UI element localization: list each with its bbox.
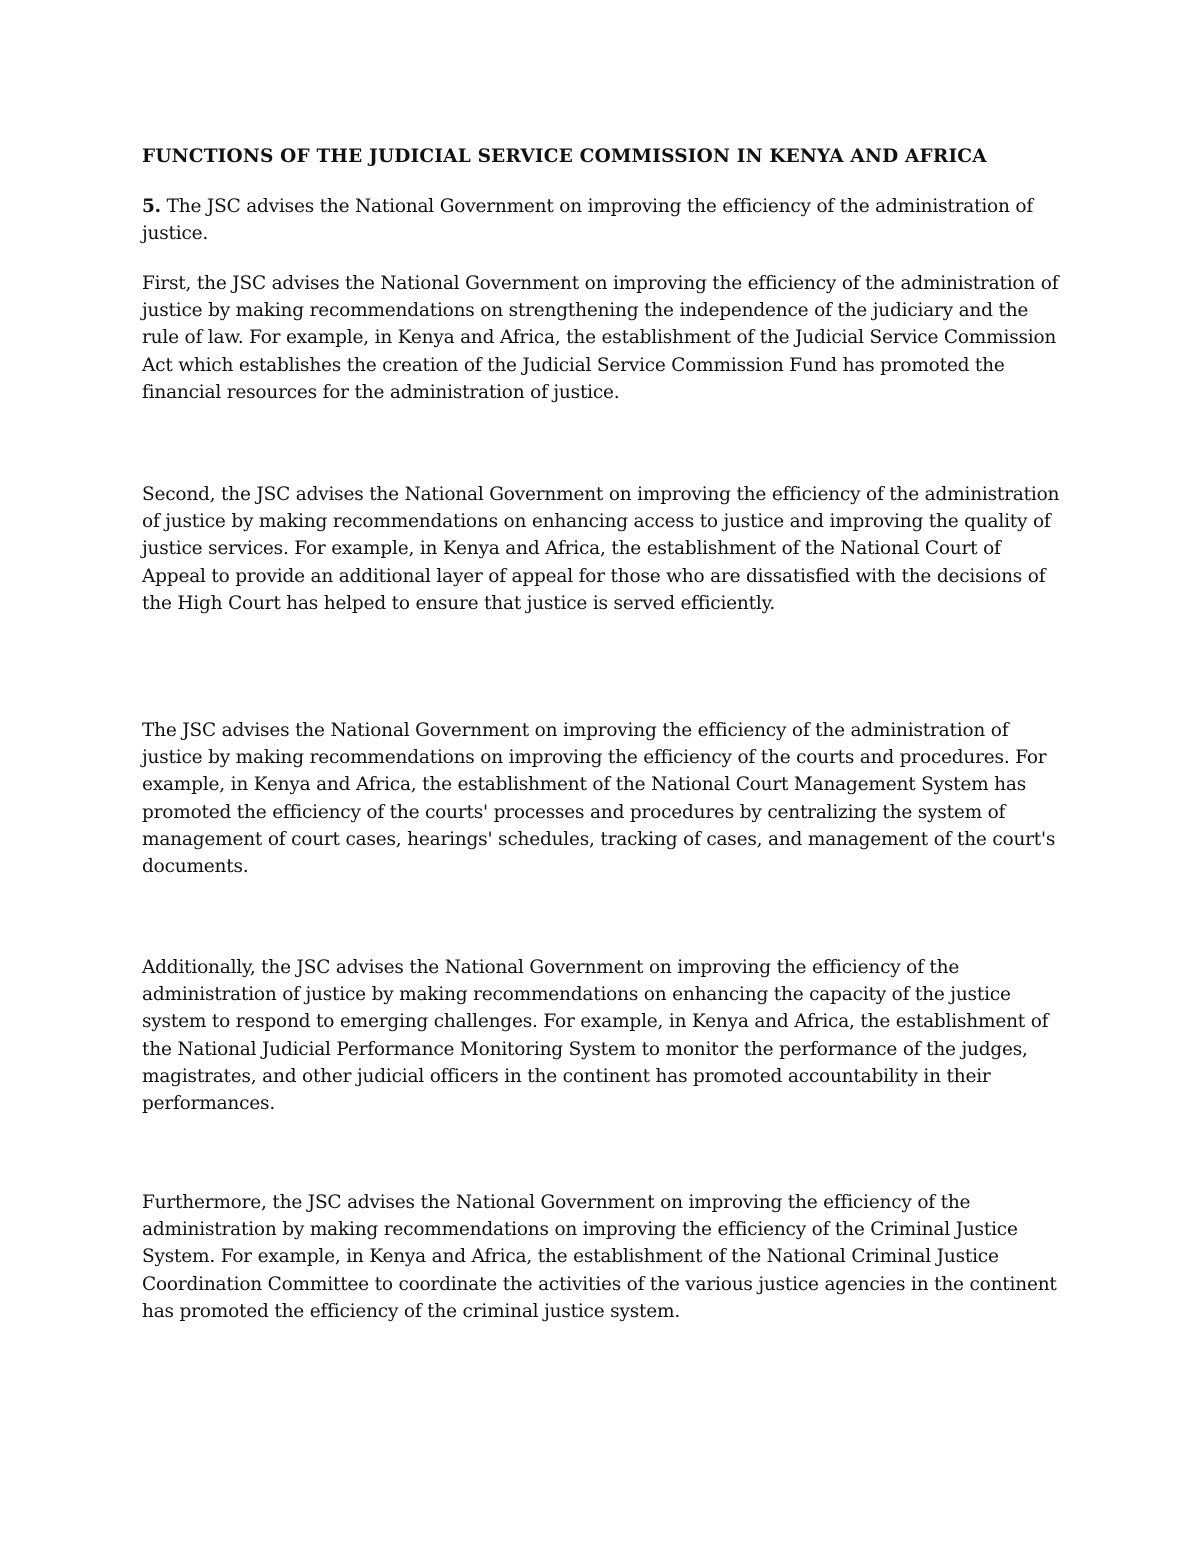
intro-paragraph [142,193,1067,247]
paragraph-first: First, the JSC advises the National Government on improving the efficiency of the administration of justice by making recommendations on strengthening the independence of the judiciary and the rule of law. For example, in Kenya and Africa, the establishment of the Judicial Service Commission Act which establishes the creation of the Judicial Service Commission Fund has promoted the financial resources for the administration of justice. [142,273,1059,403]
document-title: FUNCTIONS OF THE JUDICIAL SERVICE COMMISSION IN KENYA AND AFRICA [142,146,987,167]
paragraph-third: The JSC advises the National Government on improving the efficiency of the administration of justice by making recommendations on improving the efficiency of the courts and procedures. For example, in Kenya and Africa, the establishment of the National Court Management System has promoted the efficiency of the courts' processes and procedures by centralizing the system of management of court cases, hearings' schedules, tracking of cases, and management of the court's documents. [142,720,1056,878]
intro-text: The JSC advises the National Government on improving the efficiency of the administration of justice. [142,196,1033,245]
section-number: 5. [142,196,161,217]
paragraph-second: Second, the JSC advises the National Government on improving the efficiency of the administration of justice by making recommendations on enhancing access to justice and improving the quality of justice services. For example, in Kenya and Africa, the establishment of the National Court of Appeal to provide an additional layer of appeal for those who are dissatisfied with the decisions of the High Court has helped to ensure that justice is served efficiently. [142,484,1060,614]
paragraph-additionally: Additionally, the JSC advises the National Government on improving the efficiency of the administration of justice by making recommendations on enhancing the capacity of the justice system to respond to emerging challenges. For example, in Kenya and Africa, the establishment of the National Judicial Performance Monitoring System to monitor the performance of the judges, magistrates, and other judicial officers in the continent has promoted accountability in their performances. [142,957,1049,1115]
paragraph-furthermore: Furthermore, the JSC advises the National Government on improving the efficiency of the administration by making recommendations on improving the efficiency of the Criminal Justice System. For example, in Kenya and Africa, the establishment of the National Criminal Justice Coordination Committee to coordinate the activities of the various justice agencies in the continent has promoted the efficiency of the criminal justice system. [142,1192,1057,1322]
